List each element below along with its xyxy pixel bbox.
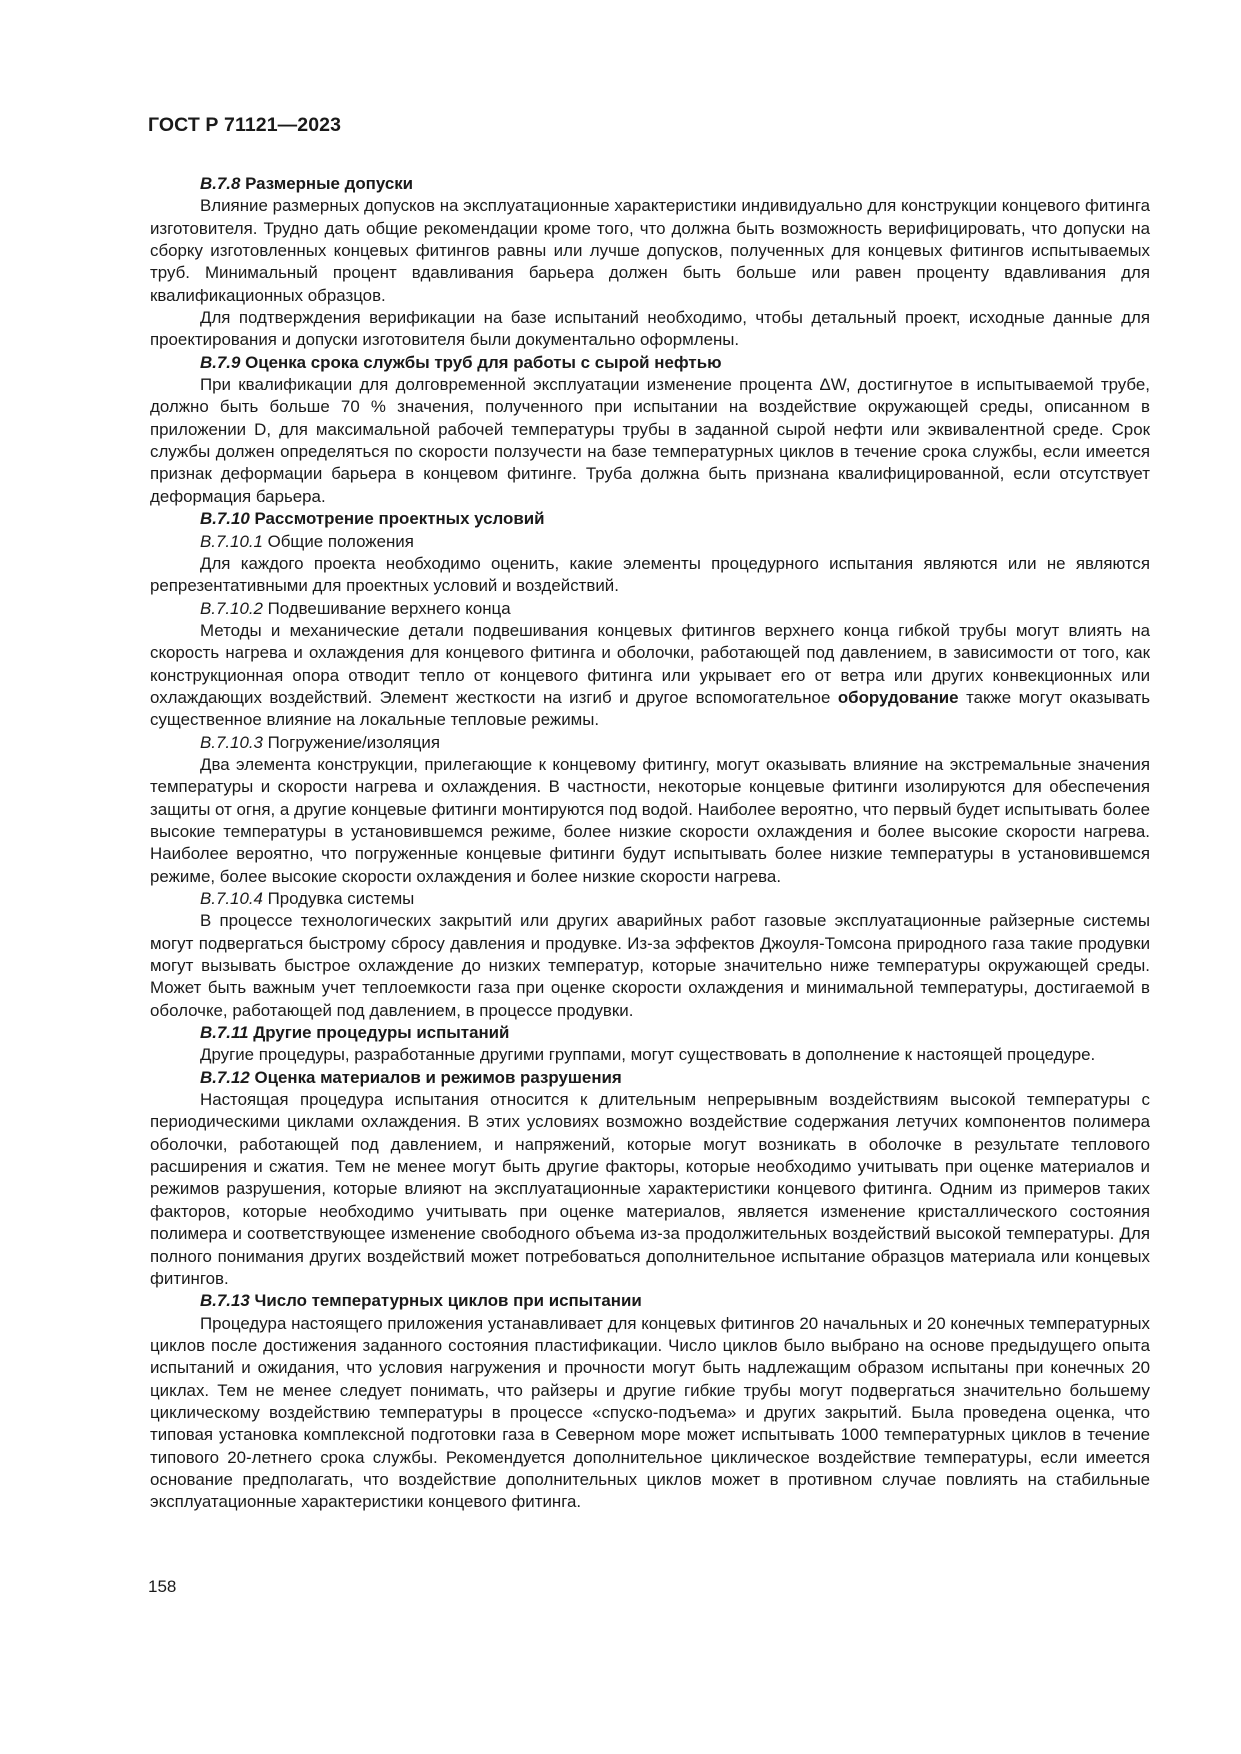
- paragraph-text: Методы и механические детали подвешивания концевых фитингов верхнего конца гибкой трубы могут влиять на скорость нагрева и охлаждения для концевого фитинга и оболочки, работающей под давлением, в зависимости от того, как конструкционная опора отводит тепло от концевого фитинга или укрывает его от ветра или других конвекционных или охлаждающих воздействий. Элемент жесткости на изгиб и другое вспомогательное: [150, 620, 1150, 707]
- subsection-number: B.7.10.2: [200, 598, 263, 618]
- subsection-title: Подвешивание верхнего конца: [267, 598, 511, 618]
- paragraph: При квалификации для долговременной эксплуатации изменение процента ΔW, достигнутое в испытываемой трубе, должно быть больше 70 % значения, полученного при испытании на воздействие окружающей среды, описанном в приложении D, для максимальной рабочей температуры трубы в заданной сырой нефти или эквивалентной среде. Срок службы должен определяться по скорости ползучести на базе температурных циклов в течение срока службы, если имеется признак деформации барьера в концевом фитинге. Труба должна быть признана квалифицированной, если отсутствует деформация барьера.: [150, 375, 1150, 506]
- paragraph-text: также могут оказывать существенное влияние на локальные тепловые режимы.: [150, 687, 1151, 730]
- subsection-number: B.7.10.1: [200, 531, 263, 551]
- section-title: Оценка материалов и режимов разрушения: [254, 1067, 622, 1087]
- paragraph: Для каждого проекта необходимо оценить, какие элементы процедурного испытания являются или не являются репрезентативными для проектных условий и воздействий.: [150, 553, 1150, 596]
- paragraph: Другие процедуры, разработанные другими группами, могут существовать в дополнение к настоящей процедуре.: [200, 1045, 1096, 1065]
- section-heading-b-7-10: [150, 508, 1150, 530]
- paragraph: В процессе технологических закрытий или других аварийных работ газовые эксплуатационные райзерные системы могут подвергаться быстрому сбросу давления и продувке. Из-за эффектов Джоуля-Томсона природного газа такие продувки могут вызывать быстрое охлаждение до низких температур, которые значительно ниже температуры окружающей среды. Может быть важным учет теплоемкости газа при оценке скорости охлаждения и минимальной температуры, достигаемой в оболочке, работающей под давлением, в процессе продувки.: [150, 911, 1150, 1020]
- subsection-title: Погружение/изоляция: [267, 732, 440, 752]
- document-body: [150, 173, 1150, 1514]
- section-number: B.7.8: [200, 174, 241, 193]
- subsection-heading-b-7-10-2: [150, 598, 1150, 620]
- section-heading-b-7-13: [150, 1290, 1150, 1312]
- paragraph: Для подтверждения верификации на базе испытаний необходимо, чтобы детальный проект, исходные данные для проектирования и допуски изготовителя были документально оформлены.: [150, 308, 1150, 350]
- paragraph: Настоящая процедура испытания относится к длительным непрерывным воздействиям высокой температуры с периодическими циклами охлаждения. В этих условиях возможно воздействие содержания летучих компонентов полимера оболочки, работающей под давлением, и напряжений, которые могут возникать в оболочке в результате теплового расширения и сжатия. Тем не менее могут быть другие факторы, которые необходимо учитывать при оценке материалов и режимов разрушения, которые влияют на эксплуатационные характеристики концевого фитинга. Одним из примеров таких факторов, которые необходимо учитывать при оценке материалов, является изменение кристаллического состояния полимера и соответствующее изменение свободного объема из-за продолжительных воздействий высокой температуры. Для полного понимания других воздействий может потребоваться дополнительное испытание образцов материала или концевых фитингов.: [150, 1090, 1150, 1288]
- section-number: B.7.11: [200, 1023, 249, 1043]
- section-heading-b-7-9: [150, 352, 1150, 374]
- section-title: Другие процедуры испытаний: [253, 1023, 510, 1043]
- section-title: Размерные допуски: [245, 174, 414, 193]
- paragraph: [150, 620, 1150, 732]
- section-number: B.7.10: [200, 509, 250, 529]
- section-heading-b-7-12: [150, 1067, 1150, 1089]
- paragraph: Два элемента конструкции, прилегающие к концевому фитингу, могут оказывать влияние на экстремальные значения температуры и скорости нагрева и охлаждения. В частности, некоторые концевые фитинги изолируются для обеспечения защиты от огня, а другие концевые фитинги монтируются под водой. Наиболее вероятно, что первый будет испытывать более высокие температуры в установившемся режиме, более низкие скорости охлаждения и более высокие скорости нагрева. Наиболее вероятно, что погруженные концевые фитинги будут испытывать более низкие температуры в установившемся режиме, более высокие скорости охлаждения и более низкие скорости нагрева.: [150, 754, 1150, 886]
- document-header: ГОСТ Р 71121—2023: [148, 114, 342, 136]
- subsection-heading-b-7-10-3: [150, 732, 1150, 754]
- section-number: B.7.9: [200, 352, 241, 372]
- page-number: 158: [148, 1577, 177, 1596]
- section-heading-b-7-11: [150, 1022, 1150, 1044]
- section-number: B.7.12: [200, 1067, 250, 1087]
- section-heading-b-7-8: [150, 173, 1150, 195]
- paragraph-bold-term: оборудование: [837, 687, 959, 707]
- subsection-title: Общие положения: [267, 531, 414, 551]
- section-title: Число температурных циклов при испытании: [254, 1291, 642, 1311]
- subsection-title: Продувка системы: [267, 889, 415, 908]
- section-number: B.7.13: [200, 1291, 250, 1311]
- subsection-heading-b-7-10-1: [150, 531, 1150, 553]
- section-title: Оценка срока службы труб для работы с сырой нефтью: [245, 352, 722, 372]
- subsection-number: B.7.10.3: [200, 732, 263, 752]
- subsection-number: B.7.10.4: [200, 889, 263, 908]
- subsection-heading-b-7-10-4: [150, 888, 1150, 910]
- section-title: Рассмотрение проектных условий: [254, 509, 545, 529]
- paragraph: Влияние размерных допусков на эксплуатационные характеристики индивидуально для конструкции концевого фитинга изготовителя. Трудно дать общие рекомендации кроме того, что должна быть возможность верифицировать, что допуски на сборку изготовленных концевых фитингов равны или лучше допусков, полученных для концевых фитингов испытываемых труб. Минимальный процент вдавливания барьера должен быть больше или равен проценту вдавливания для квалификационных образцов.: [150, 196, 1150, 305]
- paragraph: Процедура настоящего приложения устанавливает для концевых фитингов 20 начальных и 20 конечных температурных циклов после достижения заданного состояния пластификации. Число циклов было выбрано на основе предыдущего опыта испытаний и ожидания, что условия нагружения и прочности могут быть надлежащим образом испытаны при конечных 20 циклах. Тем не менее следует понимать, что райзеры и другие гибкие трубы могут подвергаться значительно большему циклическому воздействию температуры в процессе «спуско-подъема» и других закрытий. Была проведена оценка, что типовая установка комплексной подготовки газа в Северном море может испытывать 1000 температурных циклов в течение типового 20-летнего срока службы. Рекомендуется дополнительное циклическое воздействие температуры, если имеется основание предполагать, что воздействие дополнительных циклов может в противном случае повлиять на стабильные эксплуатационные характеристики концевого фитинга.: [150, 1313, 1150, 1512]
